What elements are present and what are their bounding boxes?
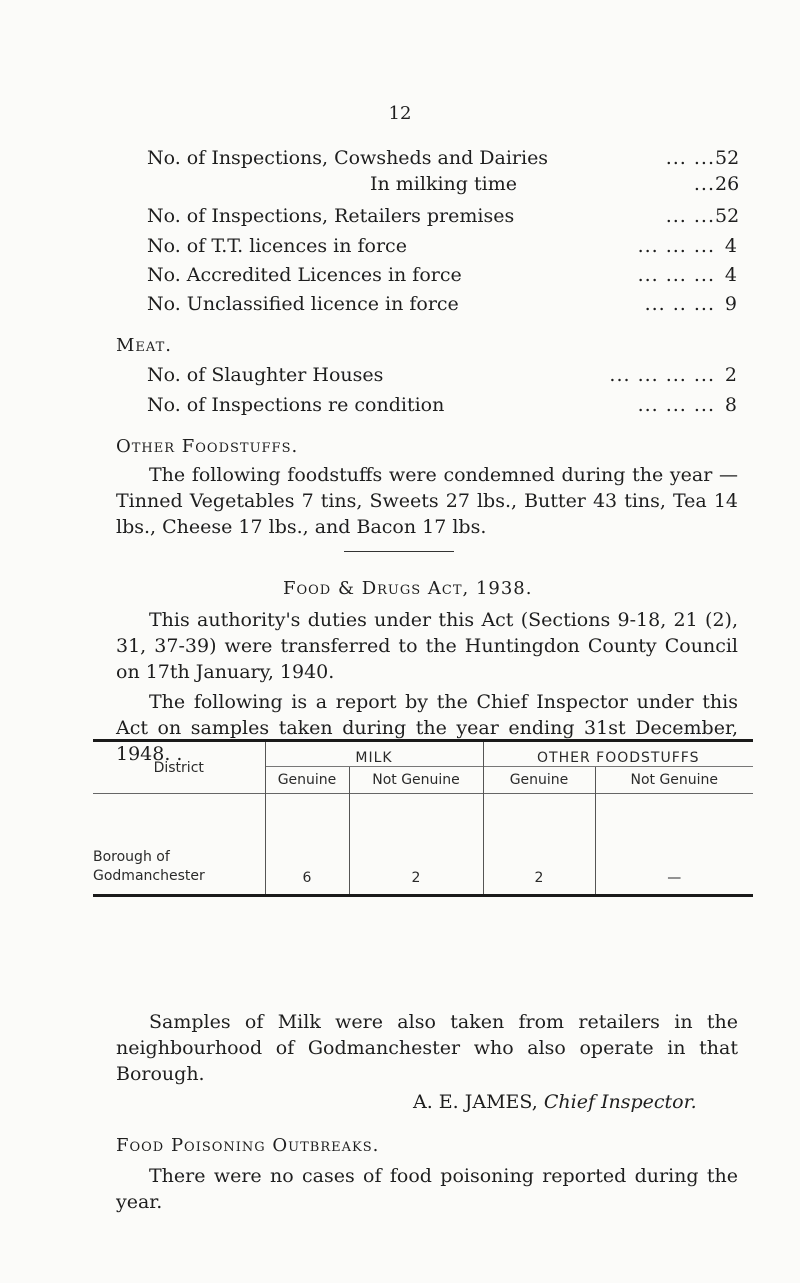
milk-not-genuine-header: Not Genuine <box>349 767 483 794</box>
table-row <box>93 794 753 896</box>
section-divider <box>344 551 454 552</box>
stat-label: No. of Inspections, Cowsheds and Dairies <box>147 147 549 169</box>
stat-label: No. Unclassified licence in force <box>147 293 459 315</box>
milk-genuine-header: Genuine <box>265 767 349 794</box>
stat-label: No. of Inspections re condition <box>147 394 445 416</box>
district-cell <box>93 794 265 896</box>
stat-row-retailers <box>147 203 740 229</box>
other-foodstuffs-paragraph <box>116 462 738 540</box>
stat-row-condition-inspections <box>147 392 737 418</box>
paragraph-text: There were no cases of food poisoning reported during the year. <box>116 1165 738 1213</box>
leader-dots: ... .. ... <box>644 293 715 315</box>
stat-row-accredited <box>147 262 737 288</box>
other-genuine-cell: 2 <box>483 794 595 896</box>
leader-dots: ... <box>693 173 715 195</box>
food-poisoning-paragraph <box>116 1163 738 1215</box>
other-genuine-header: Genuine <box>483 767 595 794</box>
stat-value: 2 <box>724 364 737 386</box>
samples-note-paragraph <box>116 1009 738 1087</box>
paragraph-text: The following is a report by the Chief Inspector under this Act on samples taken during the year ending 31st December, 1948. . <box>116 691 738 765</box>
stat-row-slaughter-houses <box>147 362 737 388</box>
milk-genuine-cell: 6 <box>265 794 349 896</box>
other-foodstuffs-heading: Other Foodstuffs. <box>116 436 299 457</box>
stat-value: 4 <box>724 235 737 257</box>
food-drugs-act-heading: Food & Drugs Act, 1938. <box>283 578 533 599</box>
stat-row-milking-time <box>147 171 740 197</box>
signature-title: Chief Inspector. <box>543 1091 697 1113</box>
leader-dots: ... ... ... <box>637 264 715 286</box>
district-line: Borough of <box>93 849 170 865</box>
samples-table <box>93 739 753 897</box>
page-number: 12 <box>388 103 412 124</box>
other-not-genuine-header: Not Genuine <box>595 767 753 794</box>
district-header: District <box>153 759 204 776</box>
stat-label: No. Accredited Licences in force <box>147 264 462 286</box>
stat-label: No. of T.T. licences in force <box>147 235 407 257</box>
milk-not-genuine-cell: 2 <box>349 794 483 896</box>
district-line: Godmanchester <box>93 868 205 884</box>
meat-heading: Meat. <box>116 335 172 356</box>
stat-value: 52 <box>715 205 740 227</box>
leader-dots: ... ... ... <box>637 235 715 257</box>
leader-dots: ... ... <box>665 147 715 169</box>
stat-row-cowsheds <box>147 145 740 171</box>
stat-value: 52 <box>715 147 740 169</box>
other-not-genuine-cell: — <box>595 794 753 896</box>
stat-label: No. of Slaughter Houses <box>147 364 384 386</box>
food-drugs-act-paragraph-1 <box>116 607 738 685</box>
stat-label: In milking time <box>370 173 517 195</box>
stat-value: 8 <box>724 394 737 416</box>
signature <box>413 1091 697 1113</box>
leader-dots: ... ... <box>665 205 715 227</box>
paragraph-text: The following foodstuffs were condemned during the year —Tinned Vegetables 7 tins, Sweets 27 lbs., Butter 43 tins, Tea 14 lbs., Cheese 17 lbs., and Bacon 17 lbs. <box>116 464 738 538</box>
paragraph-text: This authority's duties under this Act (Sections 9-18, 21 (2), 31, 37-39) were transferred to the Huntingdon County Council on 17th January, 1940. <box>116 609 738 683</box>
food-poisoning-heading: Food Poisoning Outbreaks. <box>116 1135 380 1156</box>
signature-name: A. E. JAMES, <box>413 1091 538 1113</box>
stat-label: No. of Inspections, Retailers premises <box>147 205 515 227</box>
leader-dots: ... ... ... <box>637 394 715 416</box>
stat-row-unclassified <box>147 291 737 317</box>
leader-dots: ... ... ... ... <box>609 364 715 386</box>
stat-value: 26 <box>715 173 740 195</box>
stat-value: 4 <box>724 264 737 286</box>
paragraph-text: Samples of Milk were also taken from retailers in the neighbourhood of Godmanchester who also operate in that Borough. <box>116 1011 738 1085</box>
stat-row-tt-licences <box>147 233 737 259</box>
other-foodstuffs-header: OTHER FOODSTUFFS <box>483 741 753 767</box>
milk-header: MILK <box>265 741 483 767</box>
stat-value: 9 <box>724 293 737 315</box>
